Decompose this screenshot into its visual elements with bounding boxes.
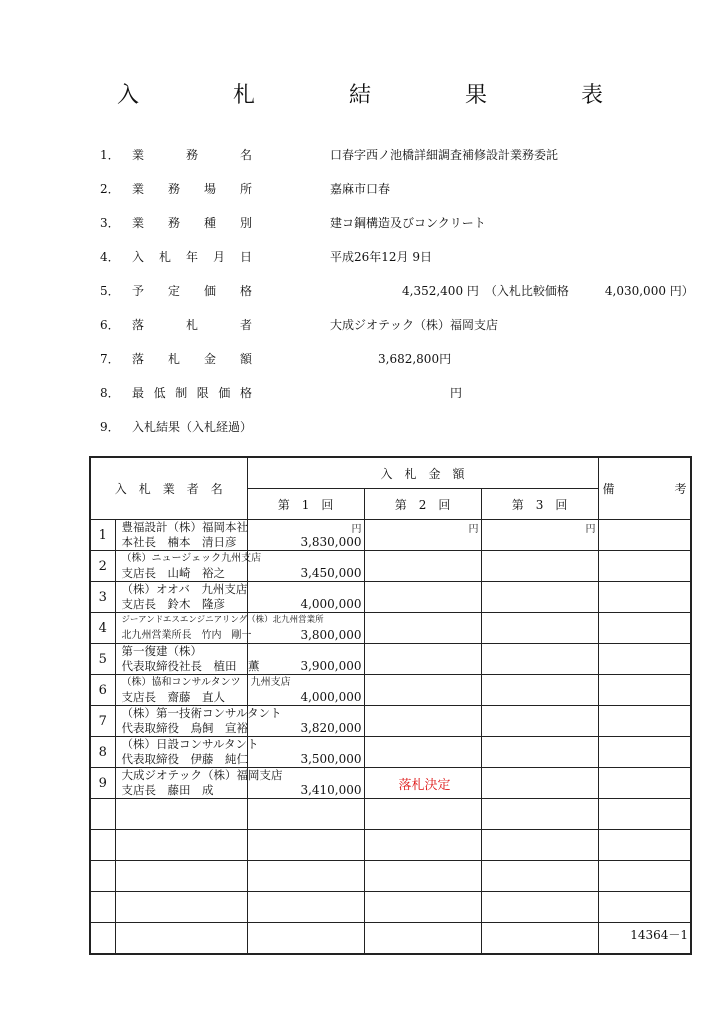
bid-amount-round-1: [247, 768, 364, 799]
label-char: 務: [167, 216, 180, 230]
table-row: [90, 737, 691, 768]
bidder-representative: 支店長 鈴木 隆彦: [121, 597, 225, 611]
bid-amount-round-2: [364, 675, 481, 706]
empty-cell: [90, 892, 115, 923]
table-row: [90, 520, 691, 551]
info-item: [100, 418, 700, 438]
bidder-representative: 支店長 山崎 裕之: [121, 566, 225, 580]
bid-amount: 3,500,000: [300, 752, 362, 766]
bid-amount-round-1: [247, 675, 364, 706]
table-row: [90, 768, 691, 799]
label-char: 額: [239, 352, 252, 366]
bid-amount-round-3: [481, 706, 598, 737]
bid-amount-round-3: [481, 768, 598, 799]
label-char: 制: [175, 386, 188, 400]
bidder-representative: 支店長 齋藤 直人: [121, 690, 225, 704]
bidder-company: 大成ジオテック（株）福岡支店: [121, 768, 283, 782]
info-item-number: 4．: [100, 250, 120, 264]
row-number: 5: [90, 644, 115, 675]
table-row: [90, 551, 691, 582]
info-item-label: 入札結果（入札経過）: [132, 420, 253, 434]
bid-amount-round-3: [481, 582, 598, 613]
table-row: [90, 582, 691, 613]
bid-amount: 4,000,000: [300, 597, 362, 611]
bid-amount: 3,800,000: [300, 628, 362, 642]
label-char: 入: [132, 250, 145, 264]
bid-amount-round-2: [364, 737, 481, 768]
empty-cell: [598, 830, 691, 861]
bid-amount: 3,830,000: [300, 535, 362, 549]
label-char: 別: [239, 216, 252, 230]
bid-amount-round-1: [247, 737, 364, 768]
info-item-value: 大成ジオテック（株）福岡支店: [330, 318, 499, 332]
bid-amount: 3,820,000: [300, 721, 362, 735]
bid-amount-round-3: [481, 613, 598, 644]
info-item-value: 嘉麻市口春: [330, 182, 391, 196]
bid-amount-round-1: [247, 551, 364, 582]
empty-cell: [115, 861, 247, 892]
note-cell: [598, 582, 691, 613]
bid-amount-round-3: [481, 551, 598, 582]
row-number: 2: [90, 551, 115, 582]
label-char: 札: [158, 250, 171, 264]
bidder-name-cell: [115, 644, 260, 675]
info-item-value: 平成26年12月 9日: [330, 250, 432, 264]
info-item: [100, 316, 700, 336]
info-item-label: [132, 248, 252, 265]
info-item-value: 口春字西ノ池橋詳細調査補修設計業務委託: [330, 148, 559, 162]
info-item-label: [132, 282, 252, 299]
empty-row: [90, 861, 691, 892]
info-item-label: [132, 384, 252, 401]
header-note: 備 考: [598, 457, 691, 520]
info-item-label: [132, 180, 252, 197]
bid-amount: 4,000,000: [300, 690, 362, 704]
bidder-company: （株）ニュージェック九州支店: [121, 553, 262, 564]
bid-amount-round-3: [481, 520, 598, 551]
empty-cell: [247, 861, 364, 892]
empty-cell: [90, 830, 115, 861]
bid-amount-round-1: [247, 644, 364, 675]
info-item-label: [132, 316, 252, 333]
info-item: [100, 350, 700, 370]
bid-amount-round-3: [481, 675, 598, 706]
bid-amount: 3,450,000: [300, 566, 362, 580]
label-char: 者: [239, 318, 252, 332]
bidder-representative: 代表取締役社長 植田 薫: [121, 659, 260, 673]
bid-amount-round-1: [247, 520, 364, 551]
bid-amount: 3,410,000: [300, 783, 362, 797]
empty-cell: [247, 892, 364, 923]
empty-cell: [598, 861, 691, 892]
label-char: 務: [185, 148, 198, 162]
bid-amount-round-2: [364, 706, 481, 737]
empty-cell: [90, 799, 115, 830]
info-item-number: 6．: [100, 318, 120, 332]
note-cell: [598, 675, 691, 706]
empty-cell: [115, 799, 247, 830]
empty-cell: [247, 923, 364, 955]
info-item-value: 建コ鋼構造及びコンクリート: [330, 216, 486, 230]
header-round-1: 第 1 回: [247, 489, 364, 520]
row-number: 1: [90, 520, 115, 551]
bidder-company: （株）日設コンサルタント: [121, 737, 259, 751]
label-char: 定: [167, 284, 180, 298]
table-row: [90, 644, 691, 675]
empty-row: [90, 892, 691, 923]
bidder-name-cell: [115, 675, 291, 706]
table-row: [90, 706, 691, 737]
bidder-name-cell: [115, 737, 259, 768]
empty-cell: [598, 799, 691, 830]
info-item-label: [132, 146, 252, 163]
info-item-number: 1．: [100, 148, 120, 162]
bidder-representative: 北九州営業所長 竹内 剛一: [121, 630, 252, 641]
document-code: 14364－1: [630, 928, 688, 942]
label-char: 格: [239, 284, 252, 298]
label-char: 種: [203, 216, 216, 230]
info-item: [100, 180, 700, 200]
bid-amount: 3,900,000: [300, 659, 362, 673]
empty-cell: [481, 830, 598, 861]
empty-cell: [247, 830, 364, 861]
label-char: 場: [203, 182, 216, 196]
info-item-label: [132, 214, 252, 231]
label-char: 予: [132, 284, 145, 298]
note-cell: [598, 706, 691, 737]
note-cell: [598, 737, 691, 768]
empty-cell: [364, 892, 481, 923]
info-item-number: 7．: [100, 352, 120, 366]
label-char: 低: [153, 386, 166, 400]
bidder-company: 第一復建（株）: [121, 644, 202, 658]
info-item-value: 4,352,400 円 （入札比較価格 4,030,000 円）: [330, 284, 694, 298]
empty-cell: [481, 799, 598, 830]
yen-unit: 円: [351, 524, 362, 535]
note-cell: [598, 644, 691, 675]
bid-amount-round-1: [247, 582, 364, 613]
info-item: [100, 282, 700, 302]
table-row: [90, 613, 691, 644]
winner-mark: 落札決定: [398, 778, 451, 793]
empty-cell: [247, 799, 364, 830]
bidder-name-cell: [115, 551, 262, 582]
empty-cell: [115, 830, 247, 861]
label-char: 業: [132, 182, 145, 196]
info-item: [100, 146, 700, 166]
label-char: 札: [185, 318, 198, 332]
empty-cell: [90, 923, 115, 955]
bid-amount-round-3: [481, 737, 598, 768]
info-item-number: 9．: [100, 420, 120, 434]
row-number: 4: [90, 613, 115, 644]
bidder-representative: 代表取締役 鳥飼 宣裕: [121, 721, 248, 735]
label-char: 月: [212, 250, 225, 264]
row-number: 3: [90, 582, 115, 613]
info-item-label: [132, 350, 252, 367]
bidder-company: 豊福設計（株）福岡本社: [121, 520, 248, 534]
info-item-number: 2．: [100, 182, 120, 196]
label-char: 年: [185, 250, 198, 264]
bid-amount-round-2: [364, 644, 481, 675]
info-item: [100, 248, 700, 268]
bidder-name-cell: [115, 768, 283, 799]
header-bid-amount: 入 札 金 額: [247, 457, 598, 489]
empty-cell: [481, 892, 598, 923]
empty-cell: [364, 830, 481, 861]
yen-unit: 円: [468, 524, 479, 535]
empty-cell: [481, 923, 598, 955]
label-char: 最: [132, 386, 145, 400]
empty-cell: [364, 861, 481, 892]
info-item-value: 3,682,800円: [330, 352, 452, 366]
empty-cell: [364, 923, 481, 955]
bid-amount-round-2: [364, 613, 481, 644]
page-title: 入 札 結 果 表: [116, 83, 639, 108]
bidder-representative: 支店長 藤田 成: [121, 783, 214, 797]
bidder-name-cell: [115, 613, 324, 644]
row-number: 9: [90, 768, 115, 799]
bid-amount-round-1: [247, 613, 364, 644]
empty-row: [90, 923, 691, 955]
empty-cell: [115, 892, 247, 923]
empty-cell: [115, 923, 247, 955]
row-number: 6: [90, 675, 115, 706]
bidder-company: （株）オオバ 九州支店: [121, 582, 248, 596]
bidder-name-cell: [115, 520, 247, 551]
label-char: 落: [132, 318, 145, 332]
bid-amount-round-2: [364, 768, 481, 799]
label-char: 名: [239, 148, 252, 162]
bid-amount-round-2: [364, 551, 481, 582]
bidder-company: ジーアンドエスエンジニアリング（株）北九州営業所: [121, 615, 324, 625]
note-cell: [598, 551, 691, 582]
empty-row: [90, 830, 691, 861]
info-item: [100, 214, 700, 234]
bid-results-table: [89, 456, 692, 955]
label-char: 業: [132, 216, 145, 230]
header-round-2: 第 2 回: [364, 489, 481, 520]
empty-cell: [481, 861, 598, 892]
info-item-number: 5．: [100, 284, 120, 298]
bid-amount-round-1: [247, 706, 364, 737]
bidder-name-cell: [115, 706, 282, 737]
label-char: 格: [239, 386, 252, 400]
note-cell: [598, 520, 691, 551]
label-char: 金: [203, 352, 216, 366]
header-bidder-name: 入 札 業 者 名: [90, 457, 247, 520]
label-char: 務: [167, 182, 180, 196]
label-char: 業: [132, 148, 145, 162]
bidder-name-cell: [115, 582, 247, 613]
info-item-value: 円: [330, 386, 463, 400]
header-round-3: 第 3 回: [481, 489, 598, 520]
info-item-number: 8．: [100, 386, 120, 400]
bid-amount-round-2: [364, 582, 481, 613]
label-char: 価: [203, 284, 216, 298]
bid-amount-round-3: [481, 644, 598, 675]
yen-unit: 円: [585, 524, 596, 535]
note-cell: [598, 613, 691, 644]
label-char: 落: [132, 352, 145, 366]
empty-row: [90, 799, 691, 830]
label-char: 限: [196, 386, 209, 400]
empty-cell: [598, 892, 691, 923]
row-number: 8: [90, 737, 115, 768]
info-item: [100, 384, 700, 404]
label-char: 札: [167, 352, 180, 366]
label-char: 価: [218, 386, 231, 400]
empty-cell: [364, 799, 481, 830]
label-char: 日: [239, 250, 252, 264]
bidder-representative: 代表取締役 伊藤 純仁: [121, 752, 248, 766]
note-cell: [598, 768, 691, 799]
row-number: 7: [90, 706, 115, 737]
label-char: 所: [239, 182, 252, 196]
empty-cell: [90, 861, 115, 892]
bid-amount-round-2: [364, 520, 481, 551]
info-item-number: 3．: [100, 216, 120, 230]
bidder-representative: 本社長 楠本 清日彦: [121, 535, 237, 549]
bidder-company: （株）第一技術コンサルタント: [121, 706, 282, 720]
bidder-company: （株）協和コンサルタンツ 九州支店: [121, 677, 291, 688]
table-row: [90, 675, 691, 706]
